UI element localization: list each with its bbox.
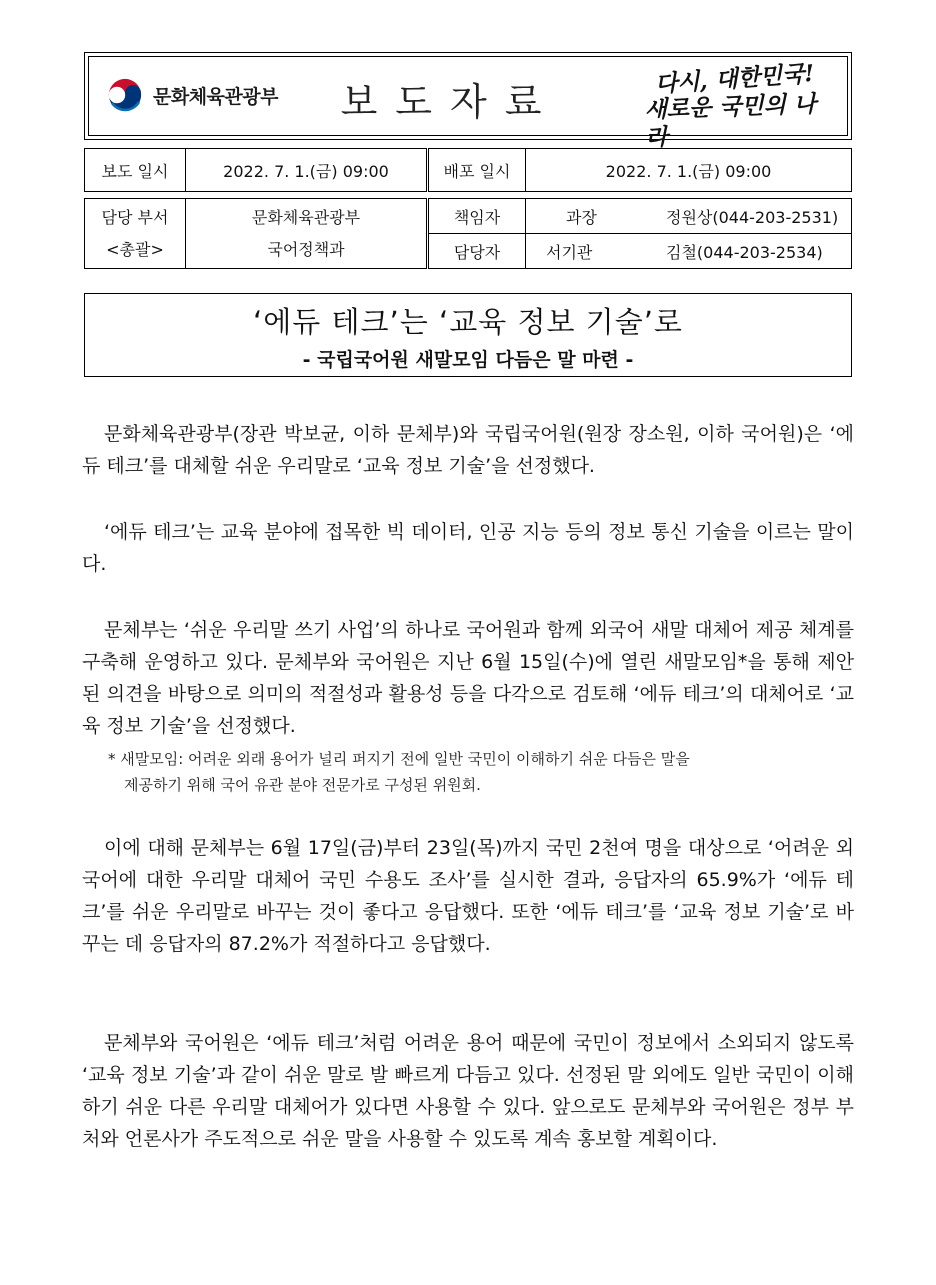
responsible-cell	[526, 199, 852, 234]
staff-contact: 김철(044-203-2534)	[666, 242, 823, 262]
body-paragraph-4	[82, 832, 854, 960]
paragraph-text: ‘에듀 테크’는 교육 분야에 접목한 빅 데이터, 인공 지능 등의 정보 통신 기술을 이르는 말이다.	[82, 521, 854, 575]
distribute-time-value: 2022. 7. 1.(금) 09:00	[526, 149, 852, 192]
headline: ‘에듀 테크’는 ‘교육 정보 기술’로	[253, 305, 683, 339]
headline-box	[84, 293, 852, 377]
paragraph-text: 문체부와 국어원은 ‘에듀 테크’처럼 어려운 용어 때문에 국민이 정보에서 소외되지 않도록 ‘교육 정보 기술’과 같이 쉬운 말로 발 빠르게 다듬고 있다. 선정된 말 외에도 일반 국민이 이해하기 쉬운 다른 우리말 대체어가 있다면 사용할 수 있다. 앞으로도 문체부와 국어원은 정부 부처와 언론사가 주도적으로 쉬운 말을 사용할 수 있도록 계속 홍보할 계획이다.	[82, 1032, 854, 1150]
responsible-title: 과장	[566, 207, 597, 227]
staff-label: 담당자	[428, 234, 526, 269]
department-division: 국어정책과	[267, 239, 345, 259]
department-label-cell	[85, 199, 186, 269]
government-emblem-icon	[105, 75, 145, 115]
government-slogan	[644, 59, 835, 152]
staff-title: 서기관	[546, 242, 593, 262]
slogan-line-2: 새로운 국민의 나라	[644, 90, 817, 152]
press-release-header	[84, 52, 852, 152]
footnote	[108, 746, 856, 798]
body-paragraph-2	[82, 516, 854, 580]
sub-headline: - 국립국어원 새말모임 다듬은 말 마련 -	[302, 349, 634, 371]
department-label-sub: <총괄>	[106, 239, 164, 259]
responsible-contact: 정원상(044-203-2531)	[666, 207, 839, 227]
ministry-name: 문화체육관광부	[153, 85, 278, 108]
paragraph-text: 문체부는 ‘쉬운 우리말 쓰기 사업’의 하나로 국어원과 함께 외국어 새말 대체어 제공 체계를 구축해 운영하고 있다. 문체부와 국어원은 지난 6월 15일(수)에 열린 새말모임*을 통해 제안된 의견을 바탕으로 의미의 적절성과 활용성 등을 다각으로 검토해 ‘에듀 테크’의 대체어로 ‘교육 정보 기술’을 선정했다.	[82, 619, 854, 737]
contact-info-table	[84, 198, 852, 269]
body-paragraph-5	[82, 1027, 854, 1155]
ministry-logo	[105, 75, 278, 115]
staff-cell	[526, 234, 852, 269]
release-info-table	[84, 148, 852, 192]
responsible-label: 책임자	[428, 199, 526, 234]
report-time-value: 2022. 7. 1.(금) 09:00	[186, 149, 428, 192]
body-paragraph-1	[82, 418, 854, 482]
distribute-time-label: 배포 일시	[428, 149, 526, 192]
paragraph-text: 문화체육관광부(장관 박보균, 이하 문체부)와 국립국어원(원장 장소원, 이하 국어원)은 ‘에듀 테크’를 대체할 쉬운 우리말로 ‘교육 정보 기술’을 선정했다.	[82, 423, 854, 477]
paragraph-text: 이에 대해 문체부는 6월 17일(금)부터 23일(목)까지 국민 2천여 명을 대상으로 ‘어려운 외국어에 대한 우리말 대체어 국민 수용도 조사’를 실시한 결과, 응답자의 65.9%가 ‘에듀 테크’를 쉬운 우리말로 바꾸는 것이 좋다고 응답했다. 또한 ‘에듀 테크’를 ‘교육 정보 기술’로 바꾸는 데 응답자의 87.2%가 적절하다고 응답했다.	[82, 837, 854, 955]
department-name-cell	[186, 199, 428, 269]
department-name: 문화체육관광부	[251, 207, 361, 227]
document-type-title: 보도자료	[340, 80, 560, 124]
footnote-line-2: 제공하기 위해 국어 유관 분야 전문가로 구성된 위원회.	[124, 776, 481, 794]
slogan-line-1: 다시, 대한민국!	[654, 59, 816, 98]
body-paragraph-3	[82, 614, 854, 742]
report-time-label: 보도 일시	[85, 149, 186, 192]
department-label: 담당 부서	[101, 207, 169, 227]
footnote-line-1: * 새말모임: 어려운 외래 용어가 널리 퍼지기 전에 일반 국민이 이해하기 쉬운 다듬은 말을	[108, 750, 690, 768]
